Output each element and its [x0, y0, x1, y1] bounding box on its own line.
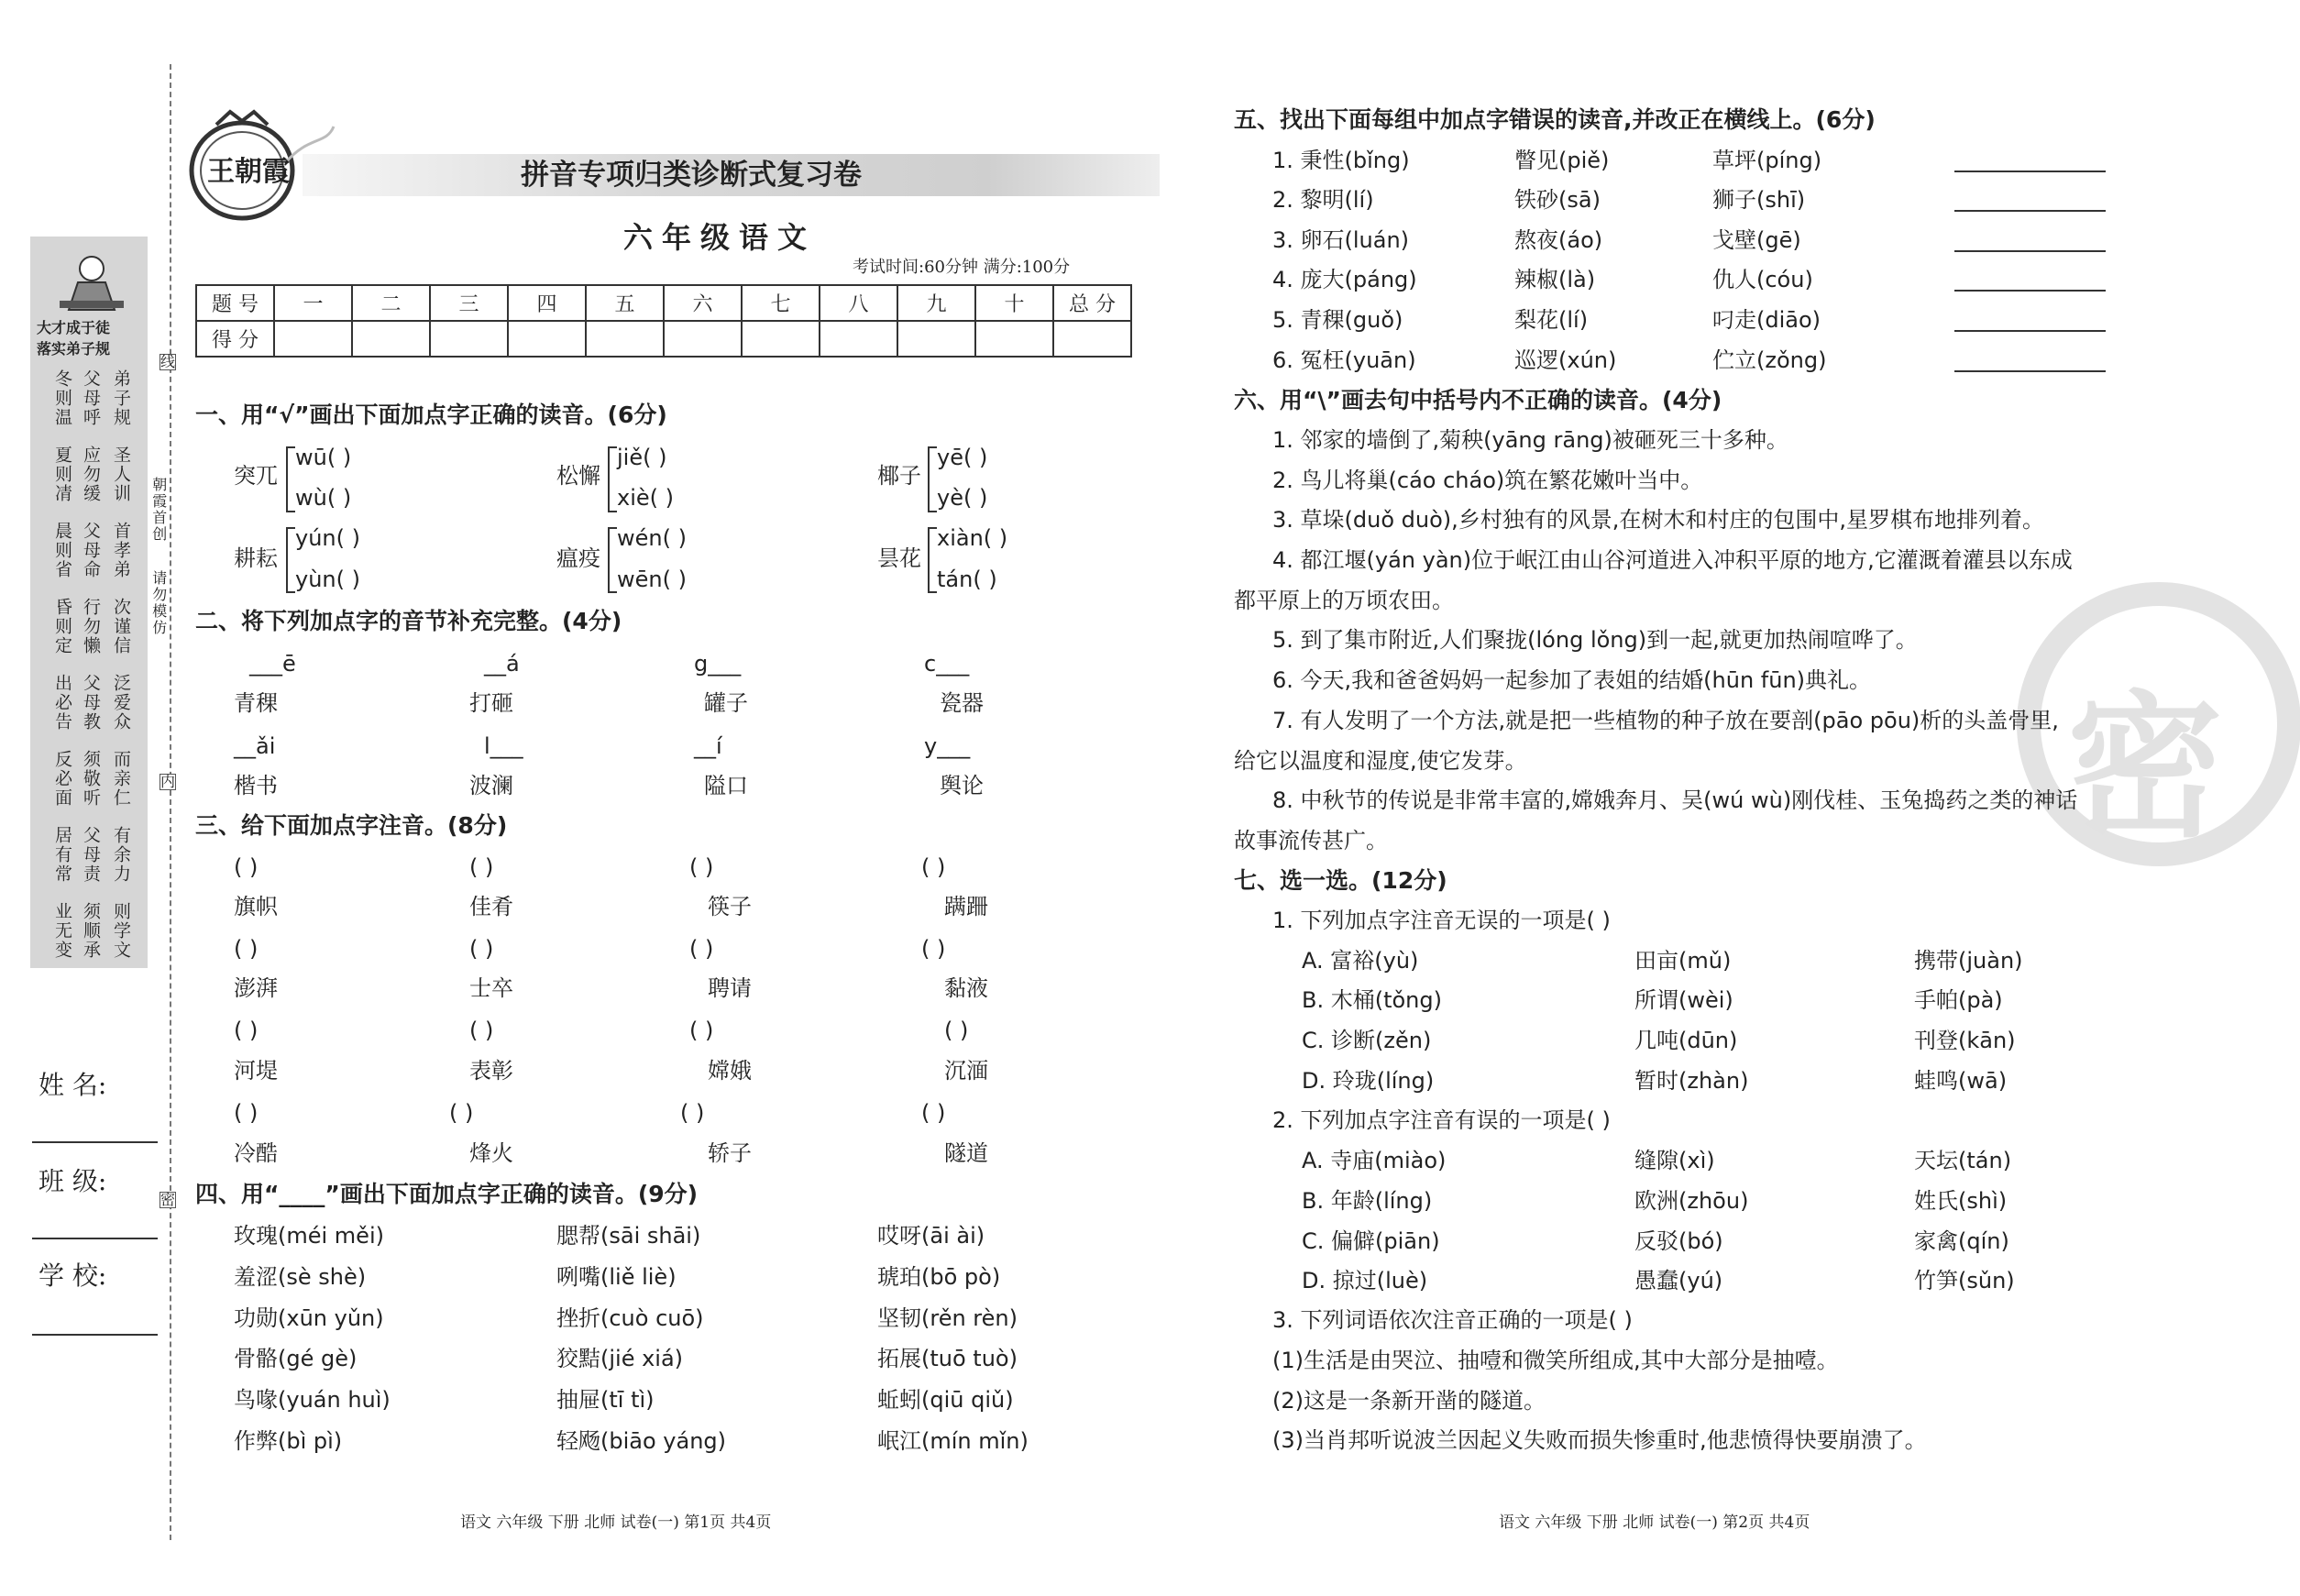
q7-option-word: 手帕(pà) — [1914, 987, 2003, 1013]
q5-answer-line[interactable] — [1954, 171, 2106, 172]
q2-word: 打砸 — [469, 690, 513, 716]
q1-option[interactable]: xiàn( ) — [937, 525, 1008, 551]
q7-option-b[interactable]: B. 年龄(líng) — [1302, 1188, 1433, 1214]
q2-pinyin-blank[interactable]: c___ — [924, 651, 970, 677]
q7-option-c[interactable]: C. 诊断(zěn) — [1302, 1028, 1432, 1053]
sidebar-motto-1: 大才成于徒 — [37, 319, 111, 336]
q5-item: 梨花(lí) — [1514, 307, 1589, 333]
q7-option-word: 携带(juàn) — [1914, 948, 2023, 974]
q2-pinyin-blank[interactable]: __á — [484, 651, 520, 677]
score-cell[interactable] — [975, 321, 1053, 357]
q6-sentence-cont: 给它以温度和湿度,使它发芽。 — [1234, 748, 1527, 774]
school-field[interactable] — [32, 1334, 158, 1336]
q3-answer-paren[interactable]: ( ) — [234, 854, 259, 880]
q4-choice[interactable]: 哎呀(āi ài) — [877, 1223, 985, 1249]
rule-col: 而亲仁 — [110, 750, 131, 808]
q4-choice[interactable]: 骨骼(gé gè) — [234, 1346, 358, 1371]
q6-sentence[interactable]: 4. 都江堰(yán yàn)位于岷江由山谷河道进入冲积平原的地方,它灌溉着灌县以东成 — [1272, 547, 2073, 573]
q5-item: 伫立(zǒng) — [1712, 347, 1827, 373]
q1-brace — [928, 527, 937, 593]
q5-answer-line[interactable] — [1954, 250, 2106, 252]
q1-word: 椰子 — [877, 463, 921, 489]
q2-pinyin-blank[interactable]: __ǎi — [234, 733, 276, 759]
score-cell[interactable] — [586, 321, 664, 357]
q2-word: 罐子 — [704, 690, 748, 716]
sidebar-motto-2: 落实弟子规 — [37, 340, 111, 358]
q1-title: 一、用“√”画出下面加点字正确的读音。(6分) — [195, 402, 667, 428]
q3-answer-paren[interactable]: ( ) — [689, 854, 714, 880]
q3-word: 聘请 — [708, 975, 752, 1001]
q4-choice[interactable]: 咧嘴(liě liè) — [556, 1264, 677, 1290]
q4-choice[interactable]: 腮帮(sāi shāi) — [556, 1223, 701, 1249]
rule-col: 行勿懒 — [80, 598, 101, 655]
rule-col: 业无变 — [51, 902, 72, 960]
rule-col: 圣人训 — [110, 446, 131, 503]
q7-option-word: 竹笋(sǔn) — [1914, 1268, 2015, 1293]
q7-option-word: 暂时(zhàn) — [1634, 1068, 1749, 1094]
q3-word: 轿子 — [708, 1140, 752, 1166]
q2-word: 波澜 — [469, 773, 513, 798]
rule-col: 应勿缓 — [80, 446, 101, 503]
q2-word: 楷书 — [234, 773, 278, 798]
q4-choice[interactable]: 蚯蚓(qiū qiǔ) — [877, 1387, 1014, 1413]
score-header-cell: 四 — [508, 285, 586, 321]
q4-choice[interactable]: 作弊(bì pì) — [234, 1428, 343, 1454]
score-header-row — [196, 285, 1131, 321]
q5-item: 辣椒(là) — [1514, 267, 1596, 292]
cut-mark-1: 朝霞首创 — [149, 477, 168, 543]
q3-word: 佳肴 — [469, 894, 513, 919]
q5-item: 瞥见(piě) — [1514, 148, 1610, 173]
q5-item: 铁砂(sā) — [1514, 187, 1601, 213]
q6-title: 六、用“\”画去句中括号内不正确的读音。(4分) — [1234, 387, 1722, 413]
q5-item: 仇人(cóu) — [1712, 267, 1813, 292]
q4-choice[interactable]: 岷江(mín mǐn) — [877, 1428, 1029, 1454]
q7-option-c[interactable]: C. 偏僻(piān) — [1302, 1228, 1440, 1254]
q6-sentence[interactable]: 6. 今天,我和爸爸妈妈一起参加了表姐的结婚(hūn fūn)典礼。 — [1272, 667, 1872, 693]
q5-item: 3. 卵石(luán) — [1272, 227, 1410, 253]
q7-option-b[interactable]: B. 木桶(tǒng) — [1302, 987, 1442, 1013]
q3-answer-paren[interactable]: ( ) — [944, 1018, 969, 1043]
q2-pinyin-blank[interactable]: l___ — [484, 733, 523, 759]
q7-option-word: 刊登(kān) — [1914, 1028, 2016, 1053]
rule-col: 次谨信 — [110, 598, 131, 655]
school-label: 学 校: — [39, 1260, 107, 1291]
rule-col: 父母呼 — [80, 369, 101, 427]
q1-option[interactable]: tán( ) — [937, 567, 997, 592]
q5-item: 1. 秉性(bǐng) — [1272, 148, 1410, 173]
q4-choice[interactable]: 轻飏(biāo yáng) — [556, 1428, 727, 1454]
q7-option-word: 欧洲(zhōu) — [1634, 1188, 1749, 1214]
q5-item: 叼走(diāo) — [1712, 307, 1821, 333]
q6-sentence-cont: 都平原上的万顷农田。 — [1234, 588, 1454, 613]
cut-mark-2: 请勿模仿 — [149, 570, 168, 636]
q5-item: 熬夜(áo) — [1514, 227, 1603, 253]
score-header-cell: 七 — [742, 285, 820, 321]
score-cell[interactable] — [820, 321, 897, 357]
name-label: 姓 名: — [39, 1070, 107, 1100]
score-table — [195, 284, 1132, 358]
q1-brace — [608, 527, 617, 593]
q3-title: 三、给下面加点字注音。(8分) — [195, 812, 508, 839]
score-header-cell: 总 分 — [1053, 285, 1131, 321]
score-header-cell: 八 — [820, 285, 897, 321]
secret-seal-char: 密 — [2067, 676, 2224, 859]
q3-word: 旗帜 — [234, 894, 278, 919]
rule-col: 晨则省 — [51, 522, 72, 579]
q3-word: 士卒 — [469, 975, 513, 1001]
q2-word: 舆论 — [940, 773, 984, 798]
q4-choice[interactable]: 琥珀(bō pò) — [877, 1264, 1001, 1290]
q5-item: 2. 黎明(lí) — [1272, 187, 1374, 213]
scholar-illustration — [50, 246, 133, 314]
q1-option[interactable]: yè( ) — [937, 485, 988, 511]
q3-answer-paren[interactable]: ( ) — [469, 854, 494, 880]
q2-pinyin-blank[interactable]: __í — [694, 733, 722, 759]
q4-title: 四、用“____”画出下面加点字正确的读音。(9分) — [195, 1181, 699, 1207]
q7-stem[interactable]: 1. 下列加点字注音无误的一项是( ) — [1272, 908, 1611, 933]
q6-sentence[interactable]: 2. 鸟儿将巢(cáo cháo)筑在繁花嫩叶当中。 — [1272, 468, 1703, 493]
score-cell[interactable] — [897, 321, 975, 357]
q3-answer-paren[interactable]: ( ) — [680, 1100, 705, 1126]
q4-choice[interactable]: 挫折(cuò cuō) — [556, 1305, 704, 1331]
inner-mark: 内 — [160, 773, 176, 790]
q2-title: 二、将下列加点字的音节补充完整。(4分) — [195, 608, 622, 634]
q5-answer-line[interactable] — [1954, 210, 2106, 212]
class-label: 班 级: — [39, 1166, 107, 1196]
seal-mark: 密 — [160, 1191, 176, 1208]
score-header-cell: 一 — [274, 285, 352, 321]
q7-option-d[interactable]: D. 掠过(luè) — [1302, 1268, 1428, 1293]
exam-title: 拼音专项归类诊断式复习卷 — [521, 159, 862, 192]
q2-word: 青稞 — [234, 690, 278, 716]
q4-choice[interactable]: 抽屉(tī tì) — [556, 1387, 655, 1413]
q7-stem[interactable]: 2. 下列加点字注音有误的一项是( ) — [1272, 1107, 1611, 1133]
q5-answer-line[interactable] — [1954, 330, 2106, 332]
q5-item: 戈壁(gē) — [1712, 227, 1801, 253]
q3-answer-paren[interactable]: ( ) — [469, 936, 494, 962]
q7-sentence: (2)这是一条新开凿的隧道。 — [1272, 1388, 1546, 1414]
q5-item: 5. 青稞(guǒ) — [1272, 307, 1403, 333]
q5-answer-line[interactable] — [1954, 290, 2106, 292]
q7-title: 七、选一选。(12分) — [1234, 867, 1447, 894]
rule-col: 须顺承 — [80, 902, 101, 960]
q1-option[interactable]: yùn( ) — [295, 567, 360, 592]
q2-pinyin-blank[interactable]: y___ — [924, 733, 971, 759]
rule-col: 反必面 — [51, 750, 72, 808]
q7-option-word: 家禽(qín) — [1914, 1228, 2009, 1254]
q4-choice[interactable]: 功勋(xūn yǔn) — [234, 1305, 384, 1331]
q3-answer-paren[interactable]: ( ) — [234, 1018, 259, 1043]
q1-option[interactable]: yún( ) — [295, 525, 360, 551]
q3-word: 嫦娥 — [708, 1058, 752, 1084]
q6-sentence[interactable]: 1. 邻家的墙倒了,菊秧(yāng rāng)被砸死三十多种。 — [1272, 427, 1788, 453]
score-cell[interactable] — [274, 321, 352, 357]
q3-answer-paren[interactable]: ( ) — [449, 1100, 474, 1126]
q5-item: 4. 庞大(páng) — [1272, 267, 1417, 292]
q1-option[interactable]: wū( ) — [295, 445, 352, 470]
q7-option-d[interactable]: D. 玲珑(líng) — [1302, 1068, 1435, 1094]
q5-item: 巡逻(xún) — [1514, 347, 1617, 373]
rule-col: 父母责 — [80, 826, 101, 884]
q3-word: 表彰 — [469, 1058, 513, 1084]
q6-sentence[interactable]: 5. 到了集市附近,人们聚拢(lóng lǒng)到一起,就更加热闹喧哗了。 — [1272, 627, 1918, 653]
rule-col: 有余力 — [110, 826, 131, 884]
q7-option-word: 田亩(mǔ) — [1634, 948, 1732, 974]
rule-col: 父母教 — [80, 674, 101, 732]
q2-word: 隘口 — [704, 773, 748, 798]
name-field[interactable] — [32, 1141, 158, 1143]
q1-brace — [286, 446, 295, 512]
q1-word: 松懈 — [556, 463, 600, 489]
q4-choice[interactable]: 玫瑰(méi měi) — [234, 1223, 384, 1249]
page-footer-left: 语文 六年级 下册 北师 试卷(一) 第1页 共4页 — [460, 1513, 772, 1532]
rule-col: 夏则凊 — [51, 446, 72, 503]
q7-option-word: 所谓(wèi) — [1634, 987, 1733, 1013]
q3-word: 黏液 — [944, 975, 988, 1001]
score-cell[interactable] — [508, 321, 586, 357]
q3-word: 澎湃 — [234, 975, 278, 1001]
rule-col: 父母命 — [80, 522, 101, 579]
q2-word: 瓷器 — [940, 690, 984, 716]
rule-col: 弟子规 — [110, 369, 131, 427]
page-footer-right: 语文 六年级 下册 北师 试卷(一) 第2页 共4页 — [1499, 1513, 1810, 1532]
q3-answer-paren[interactable]: ( ) — [689, 936, 714, 962]
class-field[interactable] — [32, 1238, 158, 1239]
q3-word: 河堤 — [234, 1058, 278, 1084]
q3-answer-paren[interactable]: ( ) — [921, 1100, 946, 1126]
score-header-cell: 三 — [430, 285, 508, 321]
q4-choice[interactable]: 鸟喙(yuán huì) — [234, 1387, 391, 1413]
q3-answer-paren[interactable]: ( ) — [921, 936, 946, 962]
score-header-cell: 五 — [586, 285, 664, 321]
brand-name: 王朝霞 — [207, 156, 290, 188]
rule-col: 首孝弟 — [110, 522, 131, 579]
q7-option-word: 蛙鸣(wā) — [1914, 1068, 2008, 1094]
q7-stem[interactable]: 3. 下列词语依次注音正确的一项是( ) — [1272, 1307, 1633, 1333]
q1-word: 昙花 — [877, 545, 921, 571]
q7-option-word: 姓氏(shì) — [1914, 1188, 2008, 1214]
q7-option-a[interactable]: A. 富裕(yù) — [1302, 948, 1419, 974]
rule-col: 冬则温 — [51, 369, 72, 427]
q7-option-word: 反驳(bó) — [1634, 1228, 1723, 1254]
q6-sentence-cont: 故事流传甚广。 — [1234, 828, 1388, 853]
q2-pinyin-blank[interactable]: g___ — [694, 651, 742, 677]
score-header-cell: 十 — [975, 285, 1053, 321]
q1-option[interactable]: xiè( ) — [617, 485, 674, 511]
subject-title: 六年级语文 — [623, 220, 817, 255]
q7-option-word: 缝隙(xì) — [1634, 1148, 1715, 1173]
q3-answer-paren[interactable]: ( ) — [689, 1018, 714, 1043]
q1-brace — [286, 527, 295, 593]
q1-option[interactable]: jiě( ) — [617, 445, 667, 470]
q1-option[interactable]: yē( ) — [937, 445, 988, 470]
rule-col: 则学文 — [110, 902, 131, 960]
exam-info: 考试时间:60分钟 满分:100分 — [853, 258, 1071, 277]
q4-choice[interactable]: 拓展(tuō tuò) — [877, 1346, 1018, 1371]
q7-option-word: 愚蠢(yú) — [1634, 1268, 1723, 1293]
q7-sentence: (1)生活是由哭泣、抽噎和微笑所组成,其中大部分是抽噎。 — [1272, 1348, 1839, 1373]
score-value-row — [196, 321, 1131, 357]
q5-title: 五、找出下面每组中加点字错误的读音,并改正在横线上。(6分) — [1234, 106, 1876, 133]
q3-answer-paren[interactable]: ( ) — [469, 1018, 494, 1043]
q5-item: 6. 冤枉(yuān) — [1272, 347, 1416, 373]
q6-sentence[interactable]: 3. 草垛(duǒ duò),乡村独有的风景,在树木和村庄的包围中,星罗棋布地排列着。 — [1272, 507, 2045, 533]
q5-item: 草坪(píng) — [1712, 148, 1822, 173]
line-mark: 线 — [160, 353, 176, 370]
q1-brace — [608, 446, 617, 512]
score-header-cell: 六 — [664, 285, 742, 321]
rule-col: 居有常 — [51, 826, 72, 884]
q7-option-a[interactable]: A. 寺庙(miào) — [1302, 1148, 1447, 1173]
score-header-cell: 题 号 — [196, 285, 274, 321]
q5-item: 狮子(shī) — [1712, 187, 1806, 213]
q3-answer-paren[interactable]: ( ) — [921, 854, 946, 880]
q1-word: 耕耘 — [234, 545, 278, 571]
q3-word: 筷子 — [708, 894, 752, 919]
q4-choice[interactable]: 狡黠(jié xiá) — [556, 1346, 684, 1371]
score-cell[interactable] — [742, 321, 820, 357]
q2-pinyin-blank[interactable]: ___ē — [249, 651, 296, 677]
q1-brace — [928, 446, 937, 512]
q7-sentence: (3)当肖邦听说波兰因起义失败而损失惨重时,他悲愤得快要崩溃了。 — [1272, 1427, 1927, 1453]
q1-option[interactable]: wén( ) — [617, 525, 687, 551]
fold-line — [170, 64, 171, 1540]
q1-word: 瘟疫 — [556, 545, 600, 571]
q4-choice[interactable]: 羞涩(sè shè) — [234, 1264, 367, 1290]
rule-col: 须敬听 — [80, 750, 101, 808]
q3-word: 隧道 — [944, 1140, 988, 1166]
q1-option[interactable]: wù( ) — [295, 485, 352, 511]
q3-answer-paren[interactable]: ( ) — [234, 1100, 259, 1126]
q3-answer-paren[interactable]: ( ) — [234, 936, 259, 962]
q6-sentence[interactable]: 8. 中秋节的传说是非常丰富的,嫦娥奔月、吴(wú wù)刚伐桂、玉兔捣药之类的神话 — [1272, 787, 2078, 813]
score-header-cell: 二 — [352, 285, 430, 321]
q3-word: 烽火 — [469, 1140, 513, 1166]
q7-option-word: 天坛(tán) — [1914, 1148, 2012, 1173]
q3-word: 沉湎 — [944, 1058, 988, 1084]
score-row-label: 得 分 — [196, 321, 274, 357]
q3-word: 蹒跚 — [944, 894, 988, 919]
score-header-cell: 九 — [897, 285, 975, 321]
score-cell[interactable] — [430, 321, 508, 357]
score-cell[interactable] — [664, 321, 742, 357]
rule-col: 出必告 — [51, 674, 72, 732]
score-cell[interactable] — [352, 321, 430, 357]
q7-option-word: 几吨(dūn) — [1634, 1028, 1738, 1053]
q5-answer-line[interactable] — [1954, 370, 2106, 372]
q1-word: 突兀 — [234, 463, 278, 489]
q3-word: 冷酷 — [234, 1140, 278, 1166]
rule-col: 昏则定 — [51, 598, 72, 655]
q4-choice[interactable]: 坚韧(rěn rèn) — [877, 1305, 1018, 1331]
rule-col: 泛爱众 — [110, 674, 131, 732]
q6-sentence[interactable]: 7. 有人发明了一个方法,就是把一些植物的种子放在要剖(pāo pōu)析的头盖骨里, — [1272, 708, 2059, 733]
score-cell[interactable] — [1053, 321, 1131, 357]
q1-option[interactable]: wēn( ) — [617, 567, 687, 592]
